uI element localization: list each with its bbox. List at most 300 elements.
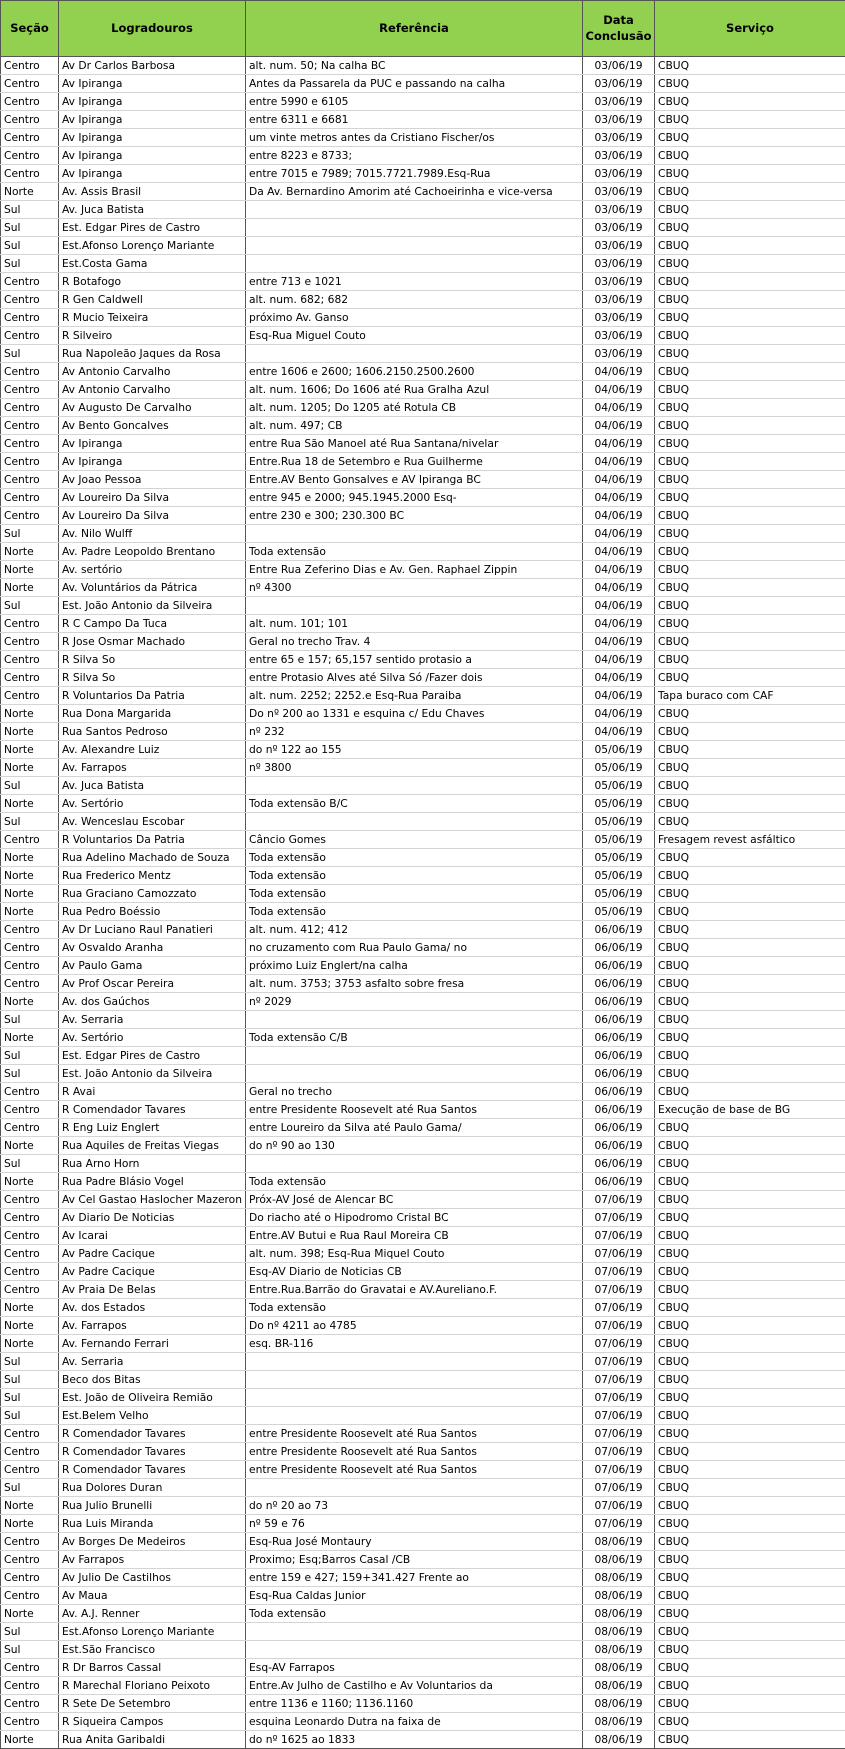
cell-data-conclusao: 03/06/19 [583, 291, 655, 309]
cell-servico: CBUQ [655, 93, 845, 111]
cell-logradouro: Av Ipiranga [59, 435, 246, 453]
cell-referencia: Entre.Rua 18 de Setembro e Rua Guilherme [246, 453, 583, 471]
cell-referencia: alt. num. 1205; Do 1205 até Rotula CB [246, 399, 583, 417]
cell-referencia [246, 1065, 583, 1083]
cell-secao: Centro [1, 1425, 59, 1443]
cell-data-conclusao: 04/06/19 [583, 651, 655, 669]
cell-referencia: alt. num. 412; 412 [246, 921, 583, 939]
cell-logradouro: Av Ipiranga [59, 129, 246, 147]
cell-referencia: Toda extensão [246, 903, 583, 921]
cell-secao: Centro [1, 147, 59, 165]
cell-secao: Centro [1, 471, 59, 489]
cell-secao: Centro [1, 435, 59, 453]
cell-logradouro: Rua Pedro Boéssio [59, 903, 246, 921]
cell-servico: CBUQ [655, 669, 845, 687]
cell-servico: CBUQ [655, 885, 845, 903]
cell-secao: Centro [1, 687, 59, 705]
cell-data-conclusao: 04/06/19 [583, 633, 655, 651]
cell-secao: Centro [1, 1119, 59, 1137]
cell-logradouro: Av Dr Luciano Raul Panatieri [59, 921, 246, 939]
table-body [1, 57, 845, 1749]
table-row [1, 795, 845, 813]
cell-secao: Norte [1, 561, 59, 579]
cell-servico: CBUQ [655, 1047, 845, 1065]
table-row [1, 543, 845, 561]
cell-logradouro: Av Padre Cacique [59, 1263, 246, 1281]
cell-servico: CBUQ [655, 1425, 845, 1443]
cell-servico: CBUQ [655, 1083, 845, 1101]
table-row [1, 471, 845, 489]
cell-referencia [246, 1047, 583, 1065]
cell-logradouro: Av Padre Cacique [59, 1245, 246, 1263]
cell-logradouro: Av. Nilo Wulff [59, 525, 246, 543]
cell-referencia: Entre.Rua.Barrão do Gravatai e AV.Aureliano.F. [246, 1281, 583, 1299]
cell-logradouro: Av. A.J. Renner [59, 1605, 246, 1623]
cell-referencia [246, 237, 583, 255]
cell-servico: CBUQ [655, 1551, 845, 1569]
cell-referencia: Próx-AV José de Alencar BC [246, 1191, 583, 1209]
cell-referencia: esq. BR-116 [246, 1335, 583, 1353]
cell-logradouro: Est. Edgar Pires de Castro [59, 219, 246, 237]
cell-servico: CBUQ [655, 777, 845, 795]
table-row [1, 1731, 845, 1749]
table-row [1, 309, 845, 327]
table-row [1, 849, 845, 867]
cell-servico: CBUQ [655, 561, 845, 579]
cell-data-conclusao: 07/06/19 [583, 1209, 655, 1227]
cell-logradouro: Est. João Antonio da Silveira [59, 1065, 246, 1083]
table-row [1, 435, 845, 453]
cell-secao: Norte [1, 1335, 59, 1353]
cell-secao: Norte [1, 1515, 59, 1533]
cell-secao: Centro [1, 651, 59, 669]
cell-servico: CBUQ [655, 1119, 845, 1137]
cell-referencia: Toda extensão [246, 543, 583, 561]
cell-servico: CBUQ [655, 489, 845, 507]
cell-data-conclusao: 04/06/19 [583, 615, 655, 633]
cell-referencia [246, 345, 583, 363]
table-row [1, 93, 845, 111]
cell-servico: CBUQ [655, 1155, 845, 1173]
cell-referencia: alt. num. 101; 101 [246, 615, 583, 633]
cell-secao: Norte [1, 1731, 59, 1749]
cell-referencia: alt. num. 398; Esq-Rua Miquel Couto [246, 1245, 583, 1263]
cell-logradouro: Av. Padre Leopoldo Brentano [59, 543, 246, 561]
cell-secao: Centro [1, 309, 59, 327]
table-row [1, 1011, 845, 1029]
table-row [1, 1659, 845, 1677]
table-row [1, 615, 845, 633]
cell-servico: CBUQ [655, 525, 845, 543]
cell-servico: CBUQ [655, 957, 845, 975]
cell-data-conclusao: 07/06/19 [583, 1443, 655, 1461]
cell-logradouro: Est. João de Oliveira Remião [59, 1389, 246, 1407]
cell-servico: CBUQ [655, 903, 845, 921]
table-row [1, 219, 845, 237]
cell-referencia: entre 1606 e 2600; 1606.2150.2500.2600 [246, 363, 583, 381]
table-row [1, 651, 845, 669]
table-row [1, 921, 845, 939]
cell-referencia: nº 59 e 76 [246, 1515, 583, 1533]
table-row [1, 1209, 845, 1227]
cell-secao: Sul [1, 1479, 59, 1497]
cell-data-conclusao: 06/06/19 [583, 993, 655, 1011]
cell-data-conclusao: 03/06/19 [583, 111, 655, 129]
cell-referencia: Toda extensão [246, 1299, 583, 1317]
cell-secao: Centro [1, 363, 59, 381]
cell-logradouro: R Jose Osmar Machado [59, 633, 246, 651]
cell-logradouro: Av. Serraria [59, 1011, 246, 1029]
cell-data-conclusao: 04/06/19 [583, 705, 655, 723]
cell-data-conclusao: 07/06/19 [583, 1335, 655, 1353]
cell-data-conclusao: 03/06/19 [583, 57, 655, 75]
cell-servico: CBUQ [655, 723, 845, 741]
cell-secao: Centro [1, 975, 59, 993]
cell-data-conclusao: 06/06/19 [583, 1173, 655, 1191]
cell-secao: Centro [1, 507, 59, 525]
cell-secao: Centro [1, 1551, 59, 1569]
cell-data-conclusao: 05/06/19 [583, 885, 655, 903]
cell-servico: CBUQ [655, 1137, 845, 1155]
cell-referencia: um vinte metros antes da Cristiano Fischer/os [246, 129, 583, 147]
cell-referencia: Da Av. Bernardino Amorim até Cachoeirinha e vice-versa [246, 183, 583, 201]
cell-servico: CBUQ [655, 291, 845, 309]
cell-servico: CBUQ [655, 1407, 845, 1425]
cell-secao: Norte [1, 1317, 59, 1335]
cell-secao: Sul [1, 1047, 59, 1065]
cell-logradouro: R Silveiro [59, 327, 246, 345]
cell-logradouro: R Sete De Setembro [59, 1695, 246, 1713]
cell-data-conclusao: 06/06/19 [583, 957, 655, 975]
cell-secao: Sul [1, 813, 59, 831]
cell-secao: Centro [1, 1083, 59, 1101]
cell-logradouro: Av. Fernando Ferrari [59, 1335, 246, 1353]
cell-secao: Centro [1, 1695, 59, 1713]
cell-servico: CBUQ [655, 1731, 845, 1749]
cell-referencia: Esq-Rua José Montaury [246, 1533, 583, 1551]
cell-servico: CBUQ [655, 309, 845, 327]
cell-logradouro: Rua Julio Brunelli [59, 1497, 246, 1515]
cell-servico: CBUQ [655, 651, 845, 669]
cell-servico: CBUQ [655, 1173, 845, 1191]
cell-secao: Norte [1, 183, 59, 201]
cell-referencia: Esq-AV Diario de Noticias CB [246, 1263, 583, 1281]
table-row [1, 633, 845, 651]
cell-logradouro: Av Paulo Gama [59, 957, 246, 975]
cell-referencia: Geral no trecho [246, 1083, 583, 1101]
table-row [1, 1641, 845, 1659]
table-row [1, 597, 845, 615]
cell-logradouro: Beco dos Bitas [59, 1371, 246, 1389]
cell-data-conclusao: 07/06/19 [583, 1263, 655, 1281]
table-row [1, 561, 845, 579]
cell-data-conclusao: 07/06/19 [583, 1389, 655, 1407]
cell-data-conclusao: 08/06/19 [583, 1641, 655, 1659]
cell-logradouro: R Comendador Tavares [59, 1461, 246, 1479]
cell-referencia: nº 2029 [246, 993, 583, 1011]
cell-referencia [246, 1353, 583, 1371]
cell-referencia [246, 1371, 583, 1389]
table-row [1, 1533, 845, 1551]
cell-secao: Centro [1, 1101, 59, 1119]
cell-logradouro: R C Campo Da Tuca [59, 615, 246, 633]
cell-servico: CBUQ [655, 219, 845, 237]
table-row [1, 957, 845, 975]
table-row [1, 111, 845, 129]
cell-logradouro: Av. Farrapos [59, 1317, 246, 1335]
cell-data-conclusao: 05/06/19 [583, 759, 655, 777]
cell-logradouro: Est.São Francisco [59, 1641, 246, 1659]
cell-referencia: entre 713 e 1021 [246, 273, 583, 291]
table-row [1, 1371, 845, 1389]
cell-referencia: do nº 20 ao 73 [246, 1497, 583, 1515]
header-servico: Serviço [655, 1, 845, 57]
cell-secao: Centro [1, 1443, 59, 1461]
cell-data-conclusao: 06/06/19 [583, 921, 655, 939]
cell-logradouro: Av Diario De Noticias [59, 1209, 246, 1227]
cell-data-conclusao: 03/06/19 [583, 75, 655, 93]
cell-referencia [246, 255, 583, 273]
cell-data-conclusao: 08/06/19 [583, 1569, 655, 1587]
cell-data-conclusao: 05/06/19 [583, 831, 655, 849]
cell-logradouro: Av Maua [59, 1587, 246, 1605]
cell-data-conclusao: 07/06/19 [583, 1425, 655, 1443]
cell-logradouro: Av. dos Gaúchos [59, 993, 246, 1011]
cell-secao: Sul [1, 237, 59, 255]
table-row [1, 399, 845, 417]
cell-data-conclusao: 04/06/19 [583, 597, 655, 615]
cell-servico: CBUQ [655, 273, 845, 291]
cell-servico: CBUQ [655, 795, 845, 813]
cell-logradouro: R Avai [59, 1083, 246, 1101]
cell-referencia: Câncio Gomes [246, 831, 583, 849]
cell-referencia [246, 1155, 583, 1173]
cell-logradouro: R Siqueira Campos [59, 1713, 246, 1731]
cell-servico: CBUQ [655, 1245, 845, 1263]
cell-referencia: alt. num. 2252; 2252.e Esq-Rua Paraiba [246, 687, 583, 705]
cell-data-conclusao: 05/06/19 [583, 777, 655, 795]
cell-referencia: alt. num. 3753; 3753 asfalto sobre fresa [246, 975, 583, 993]
table-row [1, 1299, 845, 1317]
cell-referencia: Geral no trecho Trav. 4 [246, 633, 583, 651]
cell-referencia [246, 1389, 583, 1407]
table-row [1, 1461, 845, 1479]
cell-servico: CBUQ [655, 1623, 845, 1641]
cell-servico: Execução de base de BG [655, 1101, 845, 1119]
cell-referencia [246, 597, 583, 615]
cell-servico: CBUQ [655, 1461, 845, 1479]
cell-secao: Norte [1, 1497, 59, 1515]
table-row [1, 57, 845, 75]
cell-data-conclusao: 03/06/19 [583, 309, 655, 327]
cell-servico: CBUQ [655, 1677, 845, 1695]
cell-data-conclusao: 06/06/19 [583, 939, 655, 957]
table-row [1, 813, 845, 831]
cell-referencia: alt. num. 1606; Do 1606 até Rua Gralha Azul [246, 381, 583, 399]
table-row [1, 273, 845, 291]
cell-logradouro: Est.Afonso Lorenço Mariante [59, 1623, 246, 1641]
cell-secao: Sul [1, 201, 59, 219]
cell-logradouro: Rua Frederico Mentz [59, 867, 246, 885]
cell-referencia: entre Presidente Roosevelt até Rua Santos [246, 1461, 583, 1479]
cell-logradouro: Av Osvaldo Aranha [59, 939, 246, 957]
table-row [1, 345, 845, 363]
cell-secao: Centro [1, 831, 59, 849]
cell-data-conclusao: 06/06/19 [583, 1047, 655, 1065]
cell-data-conclusao: 04/06/19 [583, 669, 655, 687]
cell-servico: CBUQ [655, 597, 845, 615]
cell-referencia: do nº 122 ao 155 [246, 741, 583, 759]
cell-secao: Norte [1, 579, 59, 597]
cell-referencia: entre 7015 e 7989; 7015.7721.7989.Esq-Rua [246, 165, 583, 183]
cell-referencia: Do nº 200 ao 1331 e esquina c/ Edu Chaves [246, 705, 583, 723]
table-row [1, 1281, 845, 1299]
cell-referencia: nº 3800 [246, 759, 583, 777]
cell-servico: CBUQ [655, 1533, 845, 1551]
cell-secao: Sul [1, 1389, 59, 1407]
cell-servico: CBUQ [655, 237, 845, 255]
table-row [1, 147, 845, 165]
table-row [1, 1515, 845, 1533]
table-row [1, 669, 845, 687]
table-row [1, 507, 845, 525]
cell-data-conclusao: 08/06/19 [583, 1587, 655, 1605]
cell-referencia: Esq-Rua Miguel Couto [246, 327, 583, 345]
cell-secao: Centro [1, 1677, 59, 1695]
cell-referencia [246, 1641, 583, 1659]
cell-data-conclusao: 04/06/19 [583, 453, 655, 471]
cell-referencia [246, 1479, 583, 1497]
cell-data-conclusao: 04/06/19 [583, 687, 655, 705]
table-row [1, 939, 845, 957]
cell-referencia [246, 813, 583, 831]
cell-data-conclusao: 03/06/19 [583, 327, 655, 345]
table-row [1, 1245, 845, 1263]
cell-logradouro: R Mucio Teixeira [59, 309, 246, 327]
cell-logradouro: Av Antonio Carvalho [59, 381, 246, 399]
cell-data-conclusao: 04/06/19 [583, 471, 655, 489]
table-row [1, 489, 845, 507]
cell-servico: CBUQ [655, 867, 845, 885]
table-row [1, 1587, 845, 1605]
cell-secao: Centro [1, 417, 59, 435]
cell-servico: CBUQ [655, 1641, 845, 1659]
cell-logradouro: Rua Arno Horn [59, 1155, 246, 1173]
cell-referencia: Toda extensão C/B [246, 1029, 583, 1047]
cell-data-conclusao: 04/06/19 [583, 399, 655, 417]
table-row [1, 237, 845, 255]
cell-servico: CBUQ [655, 849, 845, 867]
cell-secao: Norte [1, 867, 59, 885]
cell-secao: Centro [1, 291, 59, 309]
table-row [1, 75, 845, 93]
cell-logradouro: R Comendador Tavares [59, 1101, 246, 1119]
cell-data-conclusao: 07/06/19 [583, 1191, 655, 1209]
cell-servico: CBUQ [655, 381, 845, 399]
cell-referencia: próximo Luiz Englert/na calha [246, 957, 583, 975]
cell-data-conclusao: 06/06/19 [583, 975, 655, 993]
cell-secao: Norte [1, 1137, 59, 1155]
cell-secao: Centro [1, 327, 59, 345]
cell-secao: Centro [1, 57, 59, 75]
table-row [1, 1551, 845, 1569]
header-row [1, 1, 845, 57]
table-row [1, 1335, 845, 1353]
header-data-conclusao: Data Conclusão [583, 1, 655, 57]
cell-servico: CBUQ [655, 1353, 845, 1371]
table-row [1, 1191, 845, 1209]
cell-logradouro: Rua Dolores Duran [59, 1479, 246, 1497]
cell-referencia: alt. num. 497; CB [246, 417, 583, 435]
cell-data-conclusao: 05/06/19 [583, 795, 655, 813]
cell-secao: Centro [1, 381, 59, 399]
table-row [1, 1569, 845, 1587]
cell-referencia: alt. num. 50; Na calha BC [246, 57, 583, 75]
header-secao: Seção [1, 1, 59, 57]
table-row [1, 1497, 845, 1515]
cell-secao: Centro [1, 939, 59, 957]
table-row [1, 327, 845, 345]
table-row [1, 903, 845, 921]
cell-referencia: próximo Av. Ganso [246, 309, 583, 327]
cell-logradouro: Av. Assis Brasil [59, 183, 246, 201]
table-row [1, 1227, 845, 1245]
cell-logradouro: Est.Afonso Lorenço Mariante [59, 237, 246, 255]
cell-servico: CBUQ [655, 741, 845, 759]
cell-referencia: entre 230 e 300; 230.300 BC [246, 507, 583, 525]
cell-servico: CBUQ [655, 1317, 845, 1335]
cell-secao: Sul [1, 1011, 59, 1029]
cell-referencia [246, 525, 583, 543]
cell-secao: Norte [1, 1299, 59, 1317]
cell-servico: CBUQ [655, 1335, 845, 1353]
cell-secao: Norte [1, 795, 59, 813]
cell-secao: Centro [1, 1227, 59, 1245]
cell-servico: CBUQ [655, 1605, 845, 1623]
cell-servico: CBUQ [655, 183, 845, 201]
cell-servico: CBUQ [655, 1443, 845, 1461]
cell-logradouro: R Gen Caldwell [59, 291, 246, 309]
table-row [1, 1047, 845, 1065]
cell-secao: Norte [1, 1605, 59, 1623]
cell-logradouro: Av Praia De Belas [59, 1281, 246, 1299]
cell-data-conclusao: 08/06/19 [583, 1677, 655, 1695]
cell-servico: CBUQ [655, 1497, 845, 1515]
cell-servico: CBUQ [655, 201, 845, 219]
table-row [1, 1317, 845, 1335]
cell-referencia: entre 1136 e 1160; 1136.1160 [246, 1695, 583, 1713]
table-row [1, 1137, 845, 1155]
cell-data-conclusao: 03/06/19 [583, 201, 655, 219]
cell-data-conclusao: 04/06/19 [583, 579, 655, 597]
cell-data-conclusao: 08/06/19 [583, 1605, 655, 1623]
cell-servico: CBUQ [655, 1191, 845, 1209]
cell-logradouro: Av. Sertório [59, 1029, 246, 1047]
cell-secao: Centro [1, 921, 59, 939]
cell-servico: CBUQ [655, 471, 845, 489]
cell-secao: Norte [1, 849, 59, 867]
cell-logradouro: Av Ipiranga [59, 147, 246, 165]
cell-logradouro: Av Ipiranga [59, 75, 246, 93]
cell-referencia: Do riacho até o Hipodromo Cristal BC [246, 1209, 583, 1227]
cell-data-conclusao: 07/06/19 [583, 1245, 655, 1263]
table-row [1, 1713, 845, 1731]
cell-referencia: Toda extensão [246, 867, 583, 885]
cell-data-conclusao: 04/06/19 [583, 363, 655, 381]
table-row [1, 579, 845, 597]
cell-logradouro: Av. Voluntários da Pátrica [59, 579, 246, 597]
cell-servico: CBUQ [655, 813, 845, 831]
